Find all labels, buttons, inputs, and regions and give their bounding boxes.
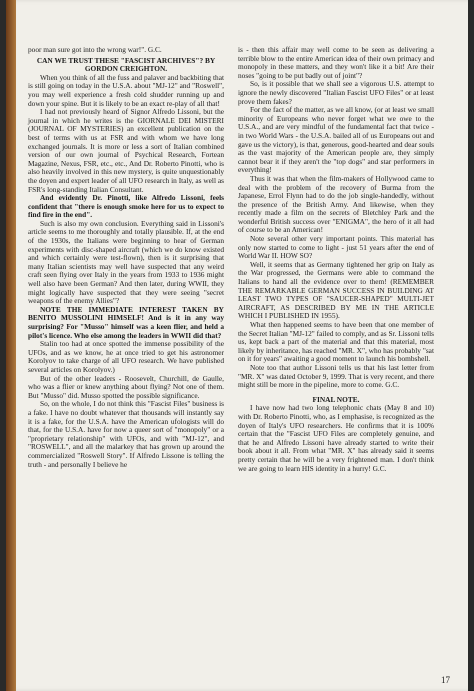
left-column	[28, 46, 224, 469]
right-column-paragraph: What then happened seems to have been that one member of the Secret Italian "MJ-12" failed to comply, and as Sr. Lissoni tells us, kept back a part of the material and that this material, most likely by inheritance, has reached "MR. X", who has probably "sat on it for years" awaiting a good moment to launch his bombshell.	[238, 320, 434, 364]
left-column-paragraph: And evidently Dr. Pinotti, like Alfredo Lissoni, feels confident that "there is enough smoke here for us to expect to find fire in the end".	[28, 193, 224, 220]
left-column-paragraph: CAN WE TRUST THESE "FASCIST ARCHIVES"? BY GORDON CREIGHTON.	[36, 55, 216, 74]
right-column	[238, 46, 434, 473]
left-column-paragraph: NOTE THE IMMEDIATE INTEREST TAKEN BY BENITO MUSSOLINI HIMSELF! And is it in any way surprising? For "Musso" himself was a keen flier, and held a pilot's licence. Who else among the leaders in WWII did that?	[28, 304, 224, 340]
magazine-page	[6, 0, 468, 691]
left-column-paragraph: I had not previously heard of Signor Alfredo Lissoni, but the journal in which he writes is the GIORNALE DEI MISTERI (JOURNAL OF MYSTERIES) an excellent publication on the best of terms with us at FSR and with whom we have long exchanged journals. It is more or less a sort of Italian combined version of our own journal of Psychical Research, Fortean Magazine, Nexus, FSR, etc., etc., And Dr. Roberto Pinotti, who is also heavily involved in this new mystery, is quite unquestionably the doyen and expert leader of all UFO research in Italy, as well as FSR's long-standing Italian Consultant.	[28, 107, 224, 194]
right-column-paragraph: Note too that author Lissoni tells us that his last letter from "MR. X" was dated October 9, 1999. That is very recent, and there might still be more in the pipeline, more to come. G.C.	[238, 362, 434, 390]
page-number: 17	[441, 675, 450, 685]
right-column-paragraph: Thus it was that when the film-makers of Hollywood came to deal with the problem of the recovery of Burma from the Japanese, Errol Flynn had to do the job single-handedly, without the presence of the British Army. And likewise, when they recently made a film on the secrets of Bletchley Park and the wonderful British success over "ENIGMA", the hero of it all had of course to be an American!	[238, 173, 434, 235]
right-column-paragraph: Well, it seems that as Germany tightened her grip on Italy as the War progressed, the Germans were able to command the Italians to hand all the evidence over to them! (REMEMBER THE REMARKABLE GERMAN SUCCESS IN BUILDING AT LEAST TWO TYPES OF "SAUCER-SHAPED" MULTI-JET AIRCRAFT, AS DESCRIBED BY ME IN THE ARTICLE WHICH I PUBLISHED IN 1955).	[238, 259, 434, 321]
left-column-paragraph: Such is also my own conclusion. Everything said in Lissoni's article seems to me thoroughly and totally plausible. If, at the end of the 1930s, the Italians were beginning to hear of German experiments with disc-shaped aircraft (which we do know existed and which certainly were test-flown), then is it surprising that many Italian scientists may well have suspected that any weird craft seen flying over Italy in the years from 1933 to 1936 might well also have been German? And then later, during WWII, they might logically have suspected that they were seeing "secret weapons of the enemy Allies"?	[28, 218, 224, 306]
right-column-paragraph: Note several other very important points. This material has only now started to come to light - just 51 years after the end of World War II. HOW SO?	[238, 234, 434, 261]
left-column-paragraph: But of the other leaders - Roosevelt, Churchill, de Gaulle, who was a flier or knew anything about flying? Not one of them. But "Musso" did. Musso spotted the possible significance.	[28, 373, 224, 400]
right-column-paragraph: So, is it possible that we shall see a vigorous U.S. attempt to ignore the newly discovered "Italian Fascist UFO Files" or at least prove them fakes?	[238, 79, 434, 106]
right-column-paragraph: FINAL NOTE.	[312, 394, 360, 404]
left-column-paragraph: poor man sure got into the wrong war!". G.C.	[28, 45, 162, 54]
right-column-paragraph: is - then this affair may well come to be seen as delivering a terrible blow to the entire American idea of their own primacy and monopoly in these matters, and they won't like it a bit! Are their noses "going to be put badly out of joint"?	[238, 45, 434, 80]
left-column-paragraph: Stalin too had at once spotted the immense possibility of the UFOs, and as we know, he at once tried to get his astronomer Korolyov to take charge of all UFO research. We have published several articles on Korolyov.)	[28, 339, 224, 374]
left-column-paragraph: When you think of all the fuss and palaver and backbiting that is still going on today in the U.S.A. about "MJ-12" and "Roswell", you may well experience a fresh cold shudder running up and down your spine. But it is likely to be an exact re-play of all that!	[28, 72, 224, 108]
page-spine	[6, 0, 16, 691]
left-column-paragraph: So, on the whole, I do not think this "Fascist Files" business is a fake. I have no doubt whatever that thousands will instantly say it is a fake, for the U.S.A. have the American ufologists will do that, for the U.S.A. have for now a queer sort of "monopoly" or a "proprietary relationship" with UFOs, and with "MJ-12", and "ROSWELL", and all the malarkey that has grown up around the commercialized "Roswell Story". If Alfredo Lissone is telling the truth - and personally I believe he	[28, 399, 224, 469]
right-column-paragraph: For the fact of the matter, as we all know, (or at least we small minority of Europeans who never forget what we owe to the U.S.A., and are very mindful of the fundamental fact that twice - in two World Wars - the U.S.A. bailed all of us Europeans out and gave us the victory), is that, generous, good-hearted and dear souls as the vast majority of the American people are, they simply cannot bear it if they aren't the "top dogs" and star performers in everything!	[238, 105, 434, 175]
right-column-paragraph: I have now had two long telephonic chats (May 8 and 10) with Dr. Roberto Pinotti, who, as I emphasise, is recognized as the doyen of Italy's UFO researchers. He confirms that it is 100% certain that the "Fascist UFO Files are completely genuine, and that he and Alfredo Lissoni have already started to write their book about it all. From what "MR. X" has already said it seems pretty certain that he will be a very frightened man. I don't think we are going to learn HIS identity in a hurry! G.C.	[238, 403, 434, 473]
